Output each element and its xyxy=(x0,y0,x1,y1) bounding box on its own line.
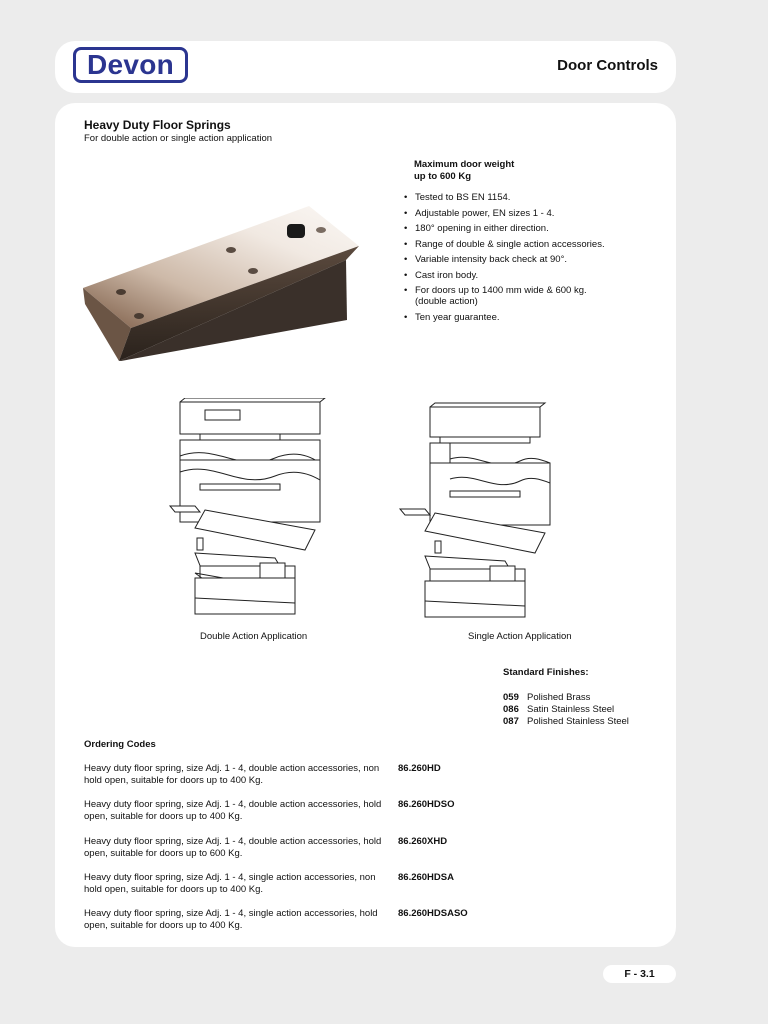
ordering-row xyxy=(84,836,644,860)
feature-item: • 180° opening in either direction. xyxy=(404,223,644,234)
ordering-codes-title: Ordering Codes xyxy=(84,739,156,750)
finish-name: Polished Stainless Steel xyxy=(527,716,629,727)
finish-item xyxy=(503,692,629,704)
ordering-code: 86.260XHD xyxy=(398,836,448,847)
product-panel xyxy=(55,103,676,947)
feature-item: • Range of double & single action accessories. xyxy=(404,239,644,250)
single-action-diagram xyxy=(395,401,560,626)
finishes-title: Standard Finishes: xyxy=(503,667,589,678)
feature-item: • Cast iron body. xyxy=(404,270,644,281)
page-header xyxy=(55,41,676,93)
section-title: Door Controls xyxy=(557,57,658,74)
ordering-description: Heavy duty floor spring, size Adj. 1 - 4, double action accessories, non hold open, suitable for doors up to 400 Kg. xyxy=(84,763,380,786)
finish-code: 059 xyxy=(503,692,519,703)
feature-item: • Adjustable power, EN sizes 1 - 4. xyxy=(404,208,644,219)
ordering-description: Heavy duty floor spring, size Adj. 1 - 4, single action accessories, non hold open, suitable for doors up to 400 Kg. xyxy=(84,872,376,895)
product-title: Heavy Duty Floor Springs xyxy=(84,118,231,132)
finish-item xyxy=(503,716,629,728)
ordering-code: 86.260HDSASO xyxy=(398,908,468,919)
product-subtitle: For double action or single action application xyxy=(84,133,273,144)
devon-logo: Devon xyxy=(73,47,188,83)
single-action-caption: Single Action Application xyxy=(468,631,572,642)
double-action-diagram xyxy=(165,398,330,623)
feature-item: • Tested to BS EN 1154. xyxy=(404,192,644,203)
ordering-code: 86.260HDSO xyxy=(398,799,455,810)
ordering-code: 86.260HDSA xyxy=(398,872,454,883)
ordering-row xyxy=(84,763,644,787)
finishes-list xyxy=(503,692,629,728)
ordering-description: Heavy duty floor spring, size Adj. 1 - 4, single action accessories, hold open, suitable for doors up to 400 Kg. xyxy=(84,908,378,931)
finish-item xyxy=(503,704,629,716)
max-weight-note xyxy=(414,159,594,183)
ordering-row xyxy=(84,908,644,932)
feature-item: • Ten year guarantee. xyxy=(404,312,644,323)
double-action-caption: Double Action Application xyxy=(200,631,308,642)
finish-name: Polished Brass xyxy=(527,692,591,703)
finish-code: 087 xyxy=(503,716,519,727)
finish-code: 086 xyxy=(503,704,519,715)
max-weight-line2: up to 600 Kg xyxy=(414,171,472,182)
ordering-description: Heavy duty floor spring, size Adj. 1 - 4, double action accessories, hold open, suitable for doors up to 600 Kg. xyxy=(84,836,382,859)
ordering-code: 86.260HD xyxy=(398,763,441,774)
max-weight-line1: Maximum door weight xyxy=(414,159,515,170)
feature-list xyxy=(404,192,644,327)
finish-name: Satin Stainless Steel xyxy=(527,704,615,715)
feature-item: • For doors up to 1400 mm wide & 600 kg. (double action) xyxy=(404,285,644,307)
ordering-row xyxy=(84,872,644,896)
feature-item: • Variable intensity back check at 90°. xyxy=(404,254,644,265)
floor-spring-photo xyxy=(81,198,361,363)
page-number: F - 3.1 xyxy=(603,965,676,983)
ordering-description: Heavy duty floor spring, size Adj. 1 - 4, double action accessories, hold open, suitable for doors up to 400 Kg. xyxy=(84,799,382,822)
ordering-row xyxy=(84,799,644,823)
